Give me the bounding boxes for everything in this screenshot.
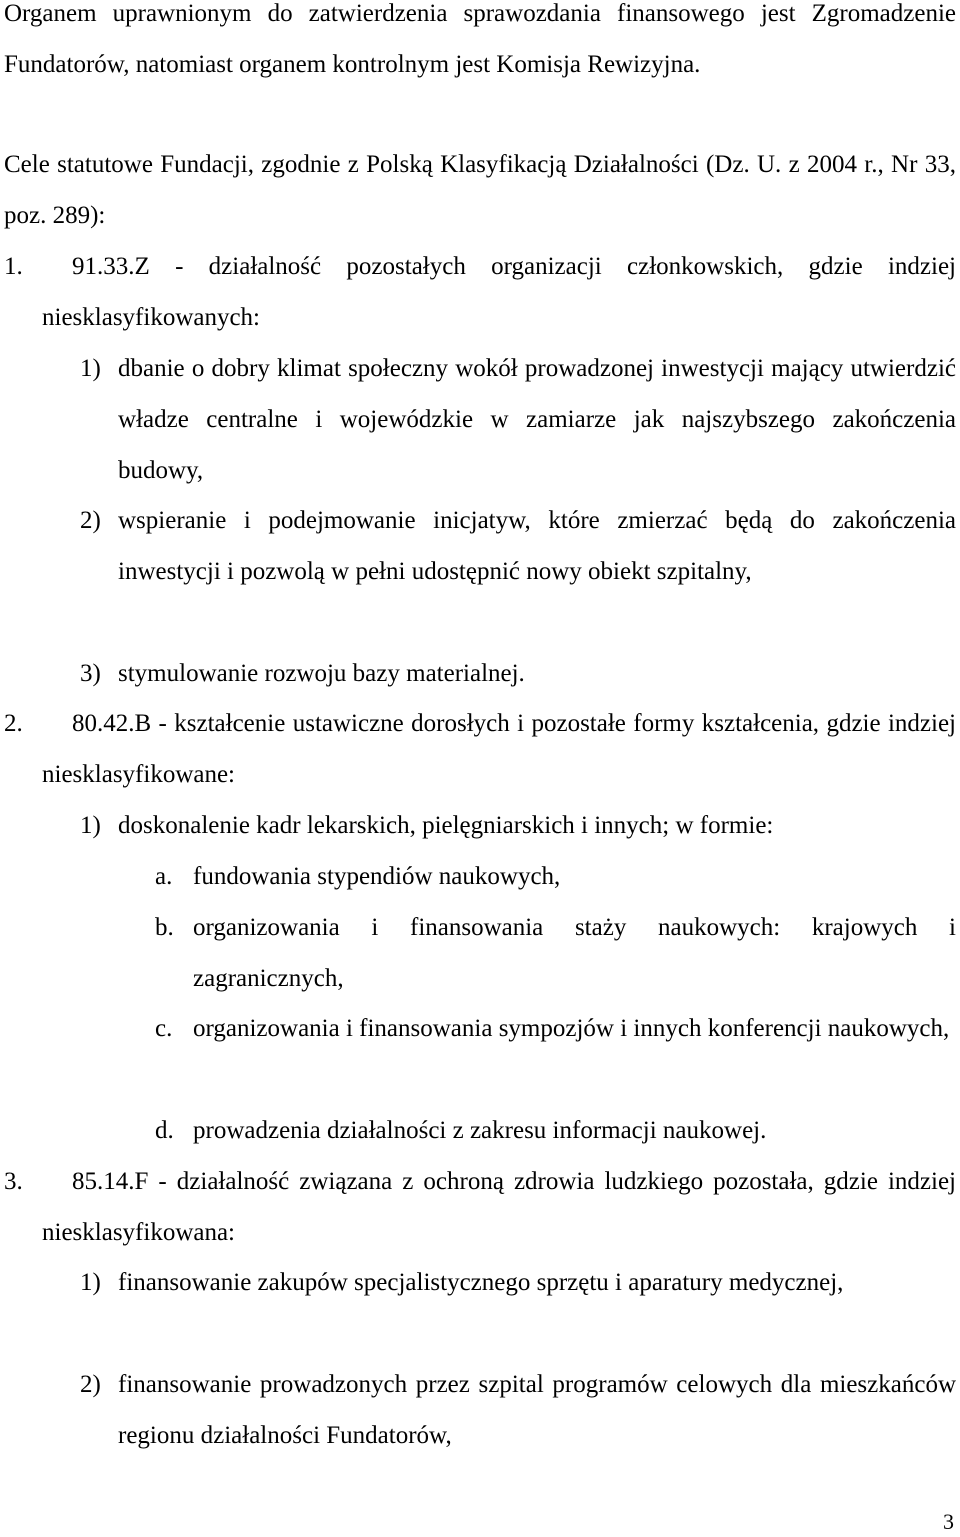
item-number: 1): [80, 812, 101, 839]
section-number: 2.: [4, 710, 23, 737]
item-text: finansowanie prowadzonych przez szpital programów celowych dla mieszkańców regionu działalności Fundatorów,: [118, 1371, 956, 1449]
subitem-text: fundowania stypendiów naukowych,: [193, 863, 561, 890]
subitem-letter: a.: [155, 863, 173, 890]
section-text: 80.42.B - kształcenie ustawiczne dorosłych i pozostałe formy kształcenia, gdzie indziej niesklasyfikowane:: [42, 710, 956, 788]
intro-paragraph-approval: Organem uprawnionym do zatwierdzenia sprawozdania finansowego jest Zgromadzenie Fundatorów, natomiast organem kontrolnym jest Komisja Rewizyjna.: [4, 0, 956, 78]
page-number: 3: [943, 1509, 954, 1534]
item-number: 2): [80, 1371, 101, 1398]
subitem-letter: b.: [155, 914, 174, 941]
section-text: 85.14.F - działalność związana z ochroną zdrowia ludzkiego pozostała, gdzie indziej niesklasyfikowana:: [42, 1168, 956, 1246]
section-number: 1.: [4, 253, 23, 280]
item-text: wspieranie i podejmowanie inicjatyw, które zmierzać będą do zakończenia inwestycji i pozwolą w pełni udostępnić nowy obiekt szpitalny,: [118, 507, 956, 585]
subitem-text: organizowania i finansowania sympozjów i innych konferencji naukowych,: [193, 1015, 950, 1042]
item-number: 1): [80, 1269, 101, 1296]
item-number: 3): [80, 660, 101, 687]
subitem-text: prowadzenia działalności z zakresu informacji naukowej.: [193, 1117, 767, 1144]
item-number: 2): [80, 507, 101, 534]
subitem-letter: c.: [155, 1015, 173, 1042]
item-text: doskonalenie kadr lekarskich, pielęgniarskich i innych; w formie:: [118, 812, 774, 839]
section-number: 3.: [4, 1168, 23, 1195]
item-text: stymulowanie rozwoju bazy materialnej.: [118, 660, 525, 687]
item-text: finansowanie zakupów specjalistycznego sprzętu i aparatury medycznej,: [118, 1269, 844, 1296]
section-text: 91.33.Z - działalność pozostałych organizacji członkowskich, gdzie indziej niesklasyfikowanych:: [42, 253, 956, 331]
subitem-text: organizowania i finansowania staży naukowych: krajowych i zagranicznych,: [193, 914, 956, 992]
item-text: dbanie o dobry klimat społeczny wokół prowadzonej inwestycji mający utwierdzić władze centralne i wojewódzkie w zamiarze jak najszybszego zakończenia budowy,: [118, 355, 956, 484]
subitem-letter: d.: [155, 1117, 174, 1144]
intro-paragraph-statutory-goals: Cele statutowe Fundacji, zgodnie z Polską Klasyfikacją Działalności (Dz. U. z 2004 r., Nr 33, poz. 289):: [4, 151, 956, 229]
item-number: 1): [80, 355, 101, 382]
